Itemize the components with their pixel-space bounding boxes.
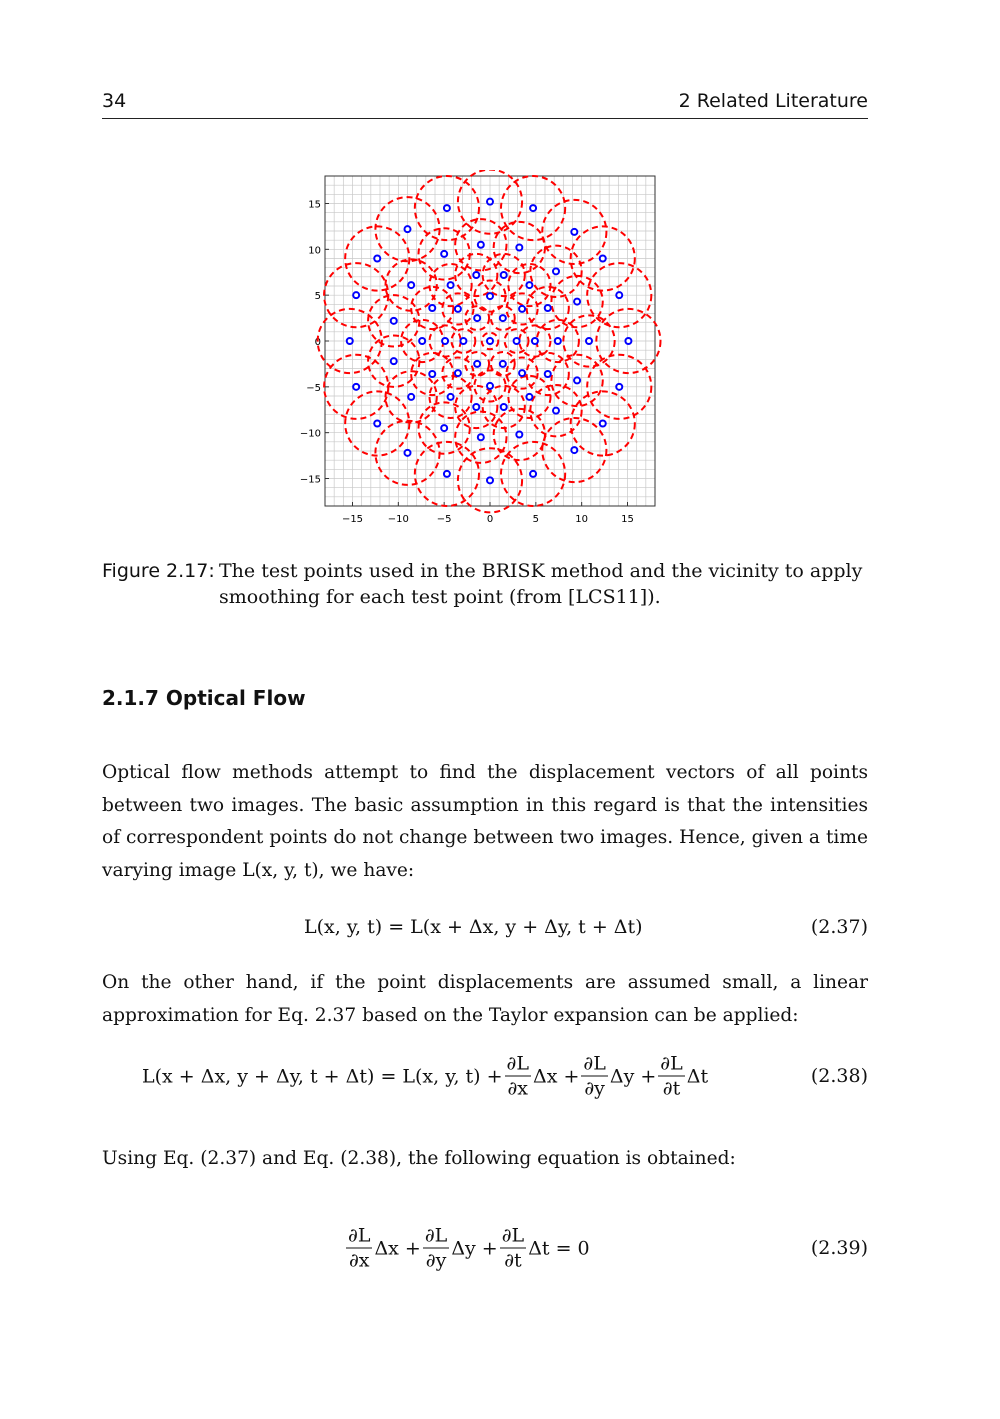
y-tick-label: 5 (314, 291, 321, 303)
test-point (460, 338, 466, 344)
partial-fraction-t: $\frac{\partial L}{\partial t}$ (501, 1224, 525, 1272)
equation-body: L(x + Δx, y + Δy, t + Δt) = L(x, y, t) + $\frac{\partial L}{\partial x}$ Δx + $\frac{\partial L}{\partial y}$ Δy + $\frac{\partial L}{\partial t}$ Δt (142, 1052, 709, 1100)
partial-fraction-x: $\frac{\partial L}{\partial x}$ (348, 1224, 371, 1272)
test-point (516, 245, 522, 251)
test-point (487, 199, 493, 205)
test-point (616, 292, 622, 298)
page-header (102, 88, 868, 119)
test-point (553, 408, 559, 414)
page-number: 34 (102, 90, 127, 112)
brisk-scatter-chart (295, 170, 665, 530)
test-point (391, 318, 397, 324)
test-point (478, 242, 484, 248)
test-point (408, 282, 414, 288)
test-point (500, 315, 506, 321)
x-tick-label: −10 (387, 514, 409, 525)
test-point (487, 293, 493, 299)
test-point (374, 421, 380, 427)
test-point (455, 370, 461, 376)
x-tick-label: 10 (575, 514, 589, 525)
y-tick-label: 0 (314, 337, 321, 348)
test-point (429, 305, 435, 311)
paragraph-intro: Optical flow methods attempt to find the displacement vectors of all points between two images. The basic assumption in this regard is that the intensities of correspondent points do not change between two images. Hence, given a time varying image L(x, y, t), we have: (102, 762, 868, 881)
test-point (408, 394, 414, 400)
y-tick-label: −10 (299, 428, 321, 440)
test-point (474, 315, 480, 321)
test-point (374, 256, 380, 262)
test-point (473, 404, 479, 410)
test-point (405, 226, 411, 232)
x-tick-label: 5 (532, 514, 540, 525)
test-point (405, 450, 411, 456)
equation-number: (2.38) (810, 1065, 868, 1087)
section-heading: 2.1.7 Optical Flow (102, 686, 306, 710)
running-chapter-title: 2 Related Literature (678, 90, 868, 112)
test-point (441, 425, 447, 431)
test-point (545, 305, 551, 311)
caption-text: The test points used in the BRISK method and the vicinity to apply smoothing for each test point (from [LCS11]). (219, 560, 863, 608)
test-point (553, 268, 559, 274)
test-point (353, 292, 359, 298)
y-tick-label: 10 (308, 245, 321, 257)
equation-body: $\frac{\partial L}{\partial x}$ Δx + $\frac{\partial L}{\partial y}$ Δy + $\frac{\partial L}{\partial t}$ Δt = 0 (348, 1224, 590, 1272)
paragraph-combined: Using Eq. (2.37) and Eq. (2.38), the following equation is obtained: (102, 1148, 736, 1169)
test-point (501, 404, 507, 410)
test-point (473, 272, 479, 278)
y-tick-label: −5 (306, 382, 321, 394)
test-point (545, 371, 551, 377)
partial-fraction-y: $\frac{\partial L}{\partial y}$ (583, 1052, 606, 1100)
equation-2-39 (102, 1220, 868, 1276)
test-point (442, 338, 448, 344)
equation-2-37 (102, 902, 868, 952)
test-point (478, 434, 484, 440)
partial-fraction-t: $\frac{\partial L}{\partial t}$ (660, 1052, 683, 1100)
test-point (600, 256, 606, 262)
test-point (501, 272, 507, 278)
test-point (448, 282, 454, 288)
x-tick-label: −5 (436, 514, 452, 525)
x-tick-label: 15 (621, 514, 634, 525)
test-point (441, 251, 447, 257)
equation-lhs: L(x + Δx, y + Δy, t + Δt) = L(x, y, t) + (142, 1065, 503, 1087)
test-point (444, 205, 450, 211)
test-point (516, 432, 522, 438)
test-point (448, 394, 454, 400)
test-point (353, 384, 359, 390)
test-point (487, 477, 493, 483)
caption-label: Figure 2.17: (102, 560, 215, 582)
equation-2-38 (102, 1048, 868, 1104)
y-tick-label: 15 (308, 199, 321, 211)
test-point (514, 338, 520, 344)
test-point (532, 338, 538, 344)
test-point (419, 338, 425, 344)
test-point (444, 471, 450, 477)
test-point (574, 377, 580, 383)
test-point (429, 371, 435, 377)
equation-number: (2.37) (810, 916, 868, 938)
test-point (347, 338, 353, 344)
partial-fraction-x: $\frac{\partial L}{\partial x}$ (506, 1052, 529, 1100)
x-tick-label: −15 (341, 514, 364, 525)
test-point (530, 205, 536, 211)
test-point (574, 299, 580, 305)
test-point (571, 447, 577, 453)
test-point (625, 338, 631, 344)
test-point (555, 338, 561, 344)
test-point (526, 394, 532, 400)
test-point (487, 338, 493, 344)
test-point (600, 421, 606, 427)
equation-body: L(x, y, t) = L(x + Δx, y + Δy, t + Δt) (304, 916, 643, 938)
test-point (616, 384, 622, 390)
test-point (487, 383, 493, 389)
test-point (474, 361, 480, 367)
x-tick-label: 0 (486, 514, 494, 525)
test-point (586, 338, 592, 344)
brisk-figure (295, 170, 665, 530)
test-point (530, 471, 536, 477)
y-tick-label: −15 (299, 474, 321, 486)
test-point (571, 229, 577, 235)
test-point (519, 370, 525, 376)
test-point (526, 282, 532, 288)
equation-number: (2.39) (810, 1237, 868, 1259)
test-point (455, 306, 461, 312)
paragraph-taylor: On the other hand, if the point displacements are assumed small, a linear approximation for Eq. 2.37 based on the Taylor expansion can be applied: (102, 972, 868, 1026)
test-point (500, 361, 506, 367)
test-point (519, 306, 525, 312)
test-point (391, 358, 397, 364)
partial-fraction-y: $\frac{\partial L}{\partial y}$ (424, 1224, 448, 1272)
